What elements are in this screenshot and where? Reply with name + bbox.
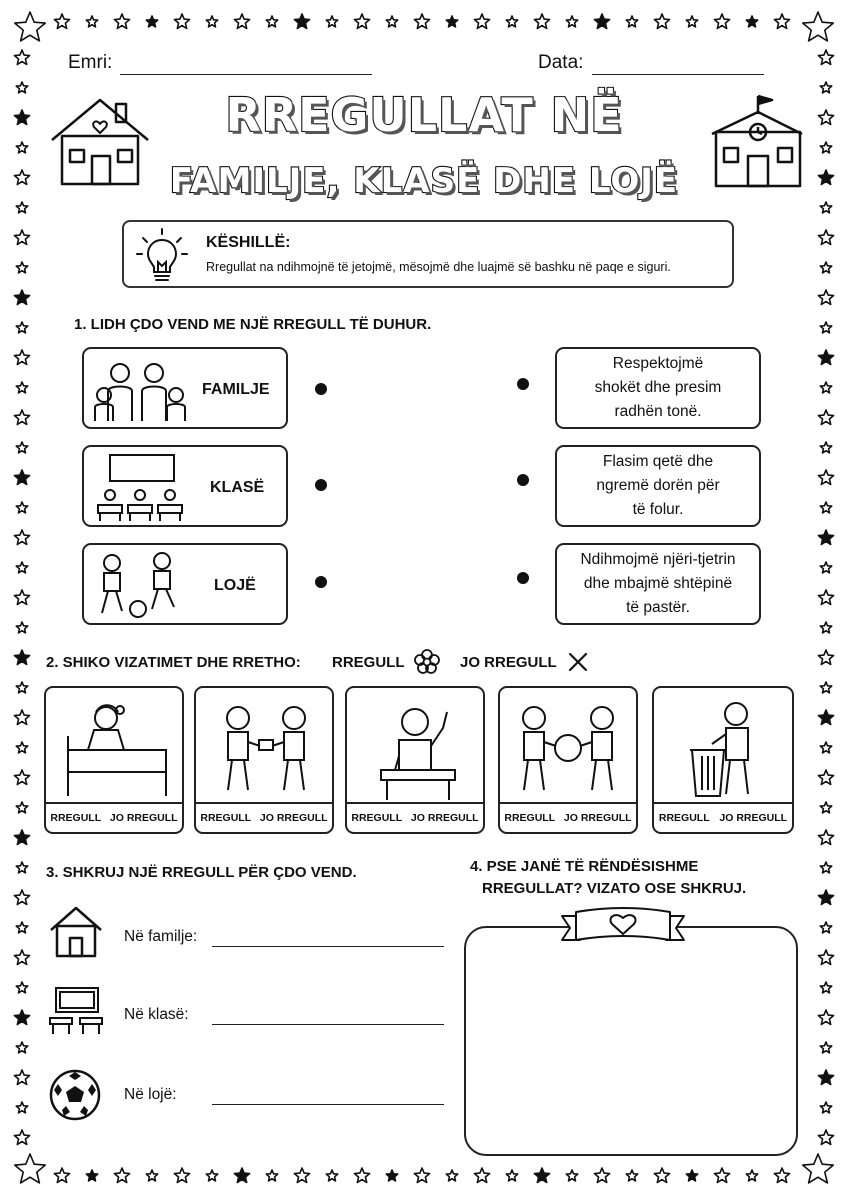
match-dot-left-1[interactable] xyxy=(315,383,327,395)
option-rule[interactable]: RREGULL xyxy=(351,812,403,824)
star-decoration xyxy=(266,16,277,27)
star-decoration xyxy=(686,1170,697,1181)
class-rule-field[interactable] xyxy=(212,1024,444,1025)
date-label: Data: xyxy=(538,52,584,73)
star-decoration xyxy=(14,950,29,965)
heart-banner-icon xyxy=(560,904,686,950)
section1-title: 1. LIDH ÇDO VEND ME NJË RREGULL TË DUHUR. xyxy=(74,316,432,333)
rule-2-line: Flasim qetë dhe xyxy=(602,453,714,470)
star-decoration xyxy=(820,502,831,513)
star-decoration xyxy=(54,1168,69,1183)
cross-icon xyxy=(566,650,590,674)
star-decoration xyxy=(16,622,27,633)
classroom-desk-icon xyxy=(48,986,106,1036)
star-decoration xyxy=(16,742,27,753)
star-decoration xyxy=(803,1154,833,1183)
place-card-family xyxy=(82,347,288,429)
field-label-class: Në klasë: xyxy=(124,1006,189,1023)
option-not-rule[interactable]: JO RREGULL xyxy=(109,812,178,824)
field-label-family: Në familje: xyxy=(124,928,198,945)
picture-card-hand xyxy=(345,686,485,834)
star-decoration xyxy=(686,16,697,27)
tip-heading: KËSHILLË: xyxy=(206,234,291,251)
legend-rule-label: RREGULL xyxy=(332,654,405,671)
star-decoration xyxy=(818,50,833,65)
star-decoration xyxy=(820,622,831,633)
star-decoration xyxy=(534,14,549,29)
star-decoration xyxy=(818,410,833,425)
girl-making-bed-icon xyxy=(56,696,176,802)
star-decoration xyxy=(16,382,27,393)
star-decoration xyxy=(326,16,337,27)
star-decoration xyxy=(818,1070,833,1085)
star-decoration xyxy=(818,950,833,965)
star-decoration xyxy=(16,502,27,513)
star-decoration xyxy=(820,682,831,693)
star-decoration xyxy=(566,1170,577,1181)
star-decoration xyxy=(354,1168,369,1183)
place-label-family: FAMILJE xyxy=(202,381,270,398)
star-decoration xyxy=(14,50,29,65)
star-decoration xyxy=(818,710,833,725)
star-decoration xyxy=(818,350,833,365)
star-decoration xyxy=(16,682,27,693)
star-decoration xyxy=(818,470,833,485)
star-decoration xyxy=(714,14,729,29)
star-decoration xyxy=(16,322,27,333)
star-decoration xyxy=(16,1102,27,1113)
star-decoration xyxy=(86,16,97,27)
tip-text: Rregullat na ndihmojnë të jetojmë, mësojmë dhe luajmë së bashku në paqe e siguri. xyxy=(206,260,671,274)
lightbulb-icon xyxy=(134,226,190,286)
title-line-1: RREGULLAT NË xyxy=(225,88,623,142)
star-decoration xyxy=(820,262,831,273)
star-decoration xyxy=(14,1130,29,1145)
star-decoration xyxy=(818,170,833,185)
rule-3-line: Ndihmojmë njëri-tjetrin xyxy=(580,551,736,568)
star-decoration xyxy=(16,802,27,813)
rule-2-line: ngremë dorën për xyxy=(596,477,720,494)
star-decoration xyxy=(16,562,27,573)
family-icon xyxy=(90,355,190,425)
option-not-rule[interactable]: JO RREGULL xyxy=(410,812,479,824)
star-decoration xyxy=(354,14,369,29)
star-decoration xyxy=(16,1042,27,1053)
star-decoration xyxy=(386,16,397,27)
rule-3-line: dhe mbajmë shtëpinë xyxy=(583,575,733,592)
place-card-class xyxy=(82,445,288,527)
tip-box xyxy=(122,220,734,288)
star-decoration xyxy=(234,14,249,29)
star-decoration xyxy=(566,16,577,27)
name-field[interactable] xyxy=(120,74,372,75)
soccer-ball-icon xyxy=(48,1068,102,1122)
boy-raising-hand-icon xyxy=(357,696,477,802)
star-decoration xyxy=(818,770,833,785)
option-rule[interactable]: RREGULL xyxy=(50,812,102,824)
star-decoration xyxy=(746,1170,757,1181)
star-decoration xyxy=(114,14,129,29)
date-field[interactable] xyxy=(592,74,764,75)
star-decoration xyxy=(16,262,27,273)
star-decoration xyxy=(206,1170,217,1181)
rule-2-line: të folur. xyxy=(632,501,684,518)
star-decoration xyxy=(820,802,831,813)
match-dot-left-3[interactable] xyxy=(315,576,327,588)
star-decoration xyxy=(818,290,833,305)
star-decoration xyxy=(15,1154,45,1183)
place-card-play xyxy=(82,543,288,625)
star-decoration xyxy=(14,710,29,725)
option-not-rule[interactable]: JO RREGULL xyxy=(719,812,788,824)
star-decoration xyxy=(294,14,309,29)
option-rule[interactable]: RREGULL xyxy=(504,812,556,824)
name-label: Emri: xyxy=(68,52,113,73)
picture-card-ball xyxy=(498,686,638,834)
star-decoration xyxy=(654,14,669,29)
rule-card-3 xyxy=(555,543,761,625)
star-decoration xyxy=(326,1170,337,1181)
star-decoration xyxy=(54,14,69,29)
star-decoration xyxy=(14,290,29,305)
match-dot-left-2[interactable] xyxy=(315,479,327,491)
star-decoration xyxy=(114,1168,129,1183)
flower-icon xyxy=(414,649,440,675)
match-dot-right-1[interactable] xyxy=(517,378,529,390)
star-decoration xyxy=(16,982,27,993)
star-decoration xyxy=(234,1168,249,1183)
star-decoration xyxy=(86,1170,97,1181)
star-decoration xyxy=(820,322,831,333)
star-decoration xyxy=(16,922,27,933)
section3-title: 3. SHKRUJ NJË RREGULL PËR ÇDO VEND. xyxy=(46,864,357,881)
rule-1-line: shokët dhe presim xyxy=(594,379,722,396)
star-decoration xyxy=(820,1042,831,1053)
star-decoration xyxy=(14,1010,29,1025)
star-decoration xyxy=(818,1130,833,1145)
match-dot-right-3[interactable] xyxy=(517,572,529,584)
star-decoration xyxy=(818,590,833,605)
star-decoration xyxy=(654,1168,669,1183)
star-decoration xyxy=(14,1070,29,1085)
star-decoration xyxy=(174,14,189,29)
star-decoration xyxy=(14,110,29,125)
star-decoration xyxy=(820,142,831,153)
rule-card-1 xyxy=(555,347,761,429)
family-rule-field[interactable] xyxy=(212,946,444,947)
option-not-rule[interactable]: JO RREGULL xyxy=(563,812,632,824)
star-decoration xyxy=(146,16,157,27)
star-decoration xyxy=(16,442,27,453)
star-decoration xyxy=(818,830,833,845)
star-decoration xyxy=(206,16,217,27)
picture-card-bed xyxy=(44,686,184,834)
option-rule[interactable]: RREGULL xyxy=(658,812,710,824)
star-decoration xyxy=(446,1170,457,1181)
star-decoration xyxy=(803,12,833,41)
star-decoration xyxy=(594,14,609,29)
star-decoration xyxy=(594,1168,609,1183)
star-decoration xyxy=(626,1170,637,1181)
star-decoration xyxy=(820,202,831,213)
star-decoration xyxy=(14,350,29,365)
kids-sharing-icon xyxy=(206,696,326,802)
star-decoration xyxy=(818,110,833,125)
star-decoration xyxy=(294,1168,309,1183)
star-decoration xyxy=(746,16,757,27)
boy-throwing-trash-icon xyxy=(664,696,784,802)
star-decoration xyxy=(820,562,831,573)
star-decoration xyxy=(534,1168,549,1183)
place-label-play: LOJË xyxy=(214,577,256,594)
star-decoration xyxy=(16,862,27,873)
star-decoration xyxy=(14,830,29,845)
star-decoration xyxy=(14,590,29,605)
rule-1-line: radhën tonë. xyxy=(614,403,702,420)
star-decoration xyxy=(386,1170,397,1181)
star-decoration xyxy=(15,12,45,41)
star-decoration xyxy=(506,16,517,27)
star-decoration xyxy=(506,1170,517,1181)
kids-with-ball-icon xyxy=(510,696,630,802)
star-decoration xyxy=(818,530,833,545)
star-decoration xyxy=(14,890,29,905)
star-decoration xyxy=(16,202,27,213)
star-decoration xyxy=(820,382,831,393)
star-decoration xyxy=(820,862,831,873)
match-dot-right-2[interactable] xyxy=(517,474,529,486)
star-decoration xyxy=(14,410,29,425)
star-decoration xyxy=(818,650,833,665)
picture-card-trash xyxy=(652,686,794,834)
field-label-play: Në lojë: xyxy=(124,1086,177,1103)
star-decoration xyxy=(714,1168,729,1183)
star-decoration xyxy=(14,530,29,545)
star-decoration xyxy=(820,82,831,93)
title-line-2: FAMILJE, KLASË DHE LOJË xyxy=(169,161,679,201)
star-decoration xyxy=(14,650,29,665)
star-decoration xyxy=(14,170,29,185)
picture-card-sharing xyxy=(194,686,334,834)
section4-title-line-2: RREGULLAT? VIZATO OSE SHKRUJ. xyxy=(482,880,747,897)
star-decoration xyxy=(14,470,29,485)
star-decoration xyxy=(16,82,27,93)
star-decoration xyxy=(174,1168,189,1183)
legend-not-rule-label: JO RREGULL xyxy=(460,654,557,671)
star-decoration xyxy=(14,230,29,245)
star-decoration xyxy=(16,142,27,153)
star-decoration xyxy=(818,230,833,245)
star-decoration xyxy=(820,922,831,933)
star-decoration xyxy=(146,1170,157,1181)
classroom-icon xyxy=(90,453,190,523)
star-decoration xyxy=(774,14,789,29)
star-decoration xyxy=(414,1168,429,1183)
star-decoration xyxy=(266,1170,277,1181)
star-decoration xyxy=(414,14,429,29)
star-decoration xyxy=(820,982,831,993)
star-decoration xyxy=(774,1168,789,1183)
star-decoration xyxy=(818,1010,833,1025)
star-decoration xyxy=(818,890,833,905)
star-decoration xyxy=(820,742,831,753)
place-label-class: KLASË xyxy=(210,479,265,496)
kids-playing-icon xyxy=(90,551,190,621)
star-decoration xyxy=(474,14,489,29)
star-decoration xyxy=(820,442,831,453)
rule-card-2 xyxy=(555,445,761,527)
star-decoration xyxy=(446,16,457,27)
star-decoration xyxy=(474,1168,489,1183)
section4-title-line-1: 4. PSE JANË TË RËNDËSISHME xyxy=(470,858,699,875)
section2-title: 2. SHIKO VIZATIMET DHE RRETHO: xyxy=(46,654,301,671)
drawing-area[interactable] xyxy=(464,926,798,1156)
home-icon xyxy=(48,904,104,958)
star-decoration xyxy=(626,16,637,27)
option-not-rule[interactable]: JO RREGULL xyxy=(259,812,328,824)
play-rule-field[interactable] xyxy=(212,1104,444,1105)
option-rule[interactable]: RREGULL xyxy=(200,812,252,824)
star-decoration xyxy=(14,770,29,785)
rule-1-line: Respektojmë xyxy=(612,355,704,372)
star-decoration xyxy=(820,1102,831,1113)
rule-3-line: të pastër. xyxy=(626,599,690,616)
